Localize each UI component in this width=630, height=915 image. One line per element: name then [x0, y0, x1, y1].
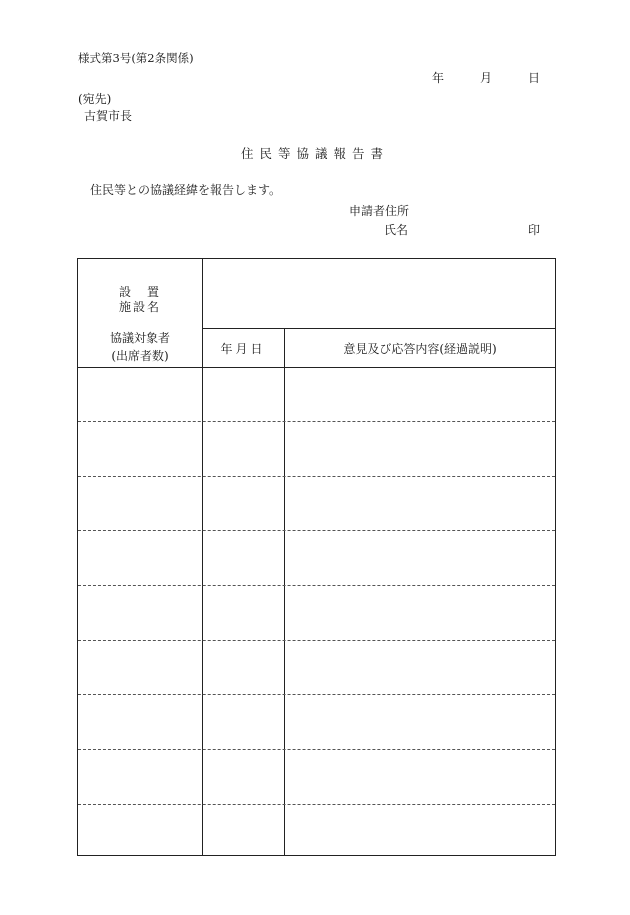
table-divider-horizontal [202, 328, 555, 329]
target-cell[interactable] [78, 640, 202, 694]
target-cell[interactable] [78, 749, 202, 804]
consultation-target-label: 協議対象者 [109, 331, 170, 345]
facility-name-label: 施設名 [118, 300, 161, 314]
date-year-label: 年 [432, 71, 445, 85]
table-row [78, 694, 555, 749]
target-cell[interactable] [78, 367, 202, 421]
content-cell[interactable] [284, 367, 555, 421]
date-day-label: 日 [528, 71, 541, 85]
facility-name-field[interactable] [202, 259, 555, 328]
date-cell[interactable] [202, 694, 284, 749]
target-cell[interactable] [78, 530, 202, 585]
date-cell[interactable] [202, 749, 284, 804]
date-cell[interactable] [202, 640, 284, 694]
target-cell[interactable] [78, 694, 202, 749]
table-row [78, 530, 555, 585]
intro-text: 住民等との協議経緯を報告します。 [90, 183, 282, 197]
report-table [77, 258, 556, 856]
content-cell[interactable] [284, 640, 555, 694]
table-row [78, 749, 555, 804]
opinion-column-header: 意見及び応答内容(経過説明) [343, 342, 497, 356]
applicant-name-label: 氏名 [384, 223, 409, 237]
date-month-label: 月 [480, 71, 493, 85]
date-cell[interactable] [202, 585, 284, 640]
target-cell[interactable] [78, 421, 202, 476]
target-cell[interactable] [78, 585, 202, 640]
table-row [78, 421, 555, 476]
date-cell[interactable] [202, 530, 284, 585]
document-title: 住民等協議報告書 [240, 146, 389, 161]
table-row [78, 640, 555, 694]
content-cell[interactable] [284, 530, 555, 585]
table-row [78, 367, 555, 421]
addressee-label: (宛先) [78, 92, 112, 106]
date-cell[interactable] [202, 421, 284, 476]
table-row [78, 585, 555, 640]
date-column-header: 年月日 [220, 342, 266, 356]
content-cell[interactable] [284, 749, 555, 804]
date-cell[interactable] [202, 476, 284, 530]
target-cell[interactable] [78, 476, 202, 530]
form-number: 様式第3号(第2条関係) [78, 51, 194, 65]
content-cell[interactable] [284, 804, 555, 855]
date-cell[interactable] [202, 367, 284, 421]
seal-label: 印 [528, 223, 541, 237]
table-row [78, 476, 555, 530]
target-cell[interactable] [78, 804, 202, 855]
content-cell[interactable] [284, 694, 555, 749]
content-cell[interactable] [284, 476, 555, 530]
content-cell[interactable] [284, 585, 555, 640]
date-cell[interactable] [202, 804, 284, 855]
applicant-address-label: 申請者住所 [349, 204, 410, 218]
attendee-count-label: (出席者数) [111, 349, 169, 363]
addressee: 古賀市長 [84, 109, 133, 123]
content-cell[interactable] [284, 421, 555, 476]
facility-label: 設 置 [118, 285, 161, 299]
table-row [78, 804, 555, 855]
